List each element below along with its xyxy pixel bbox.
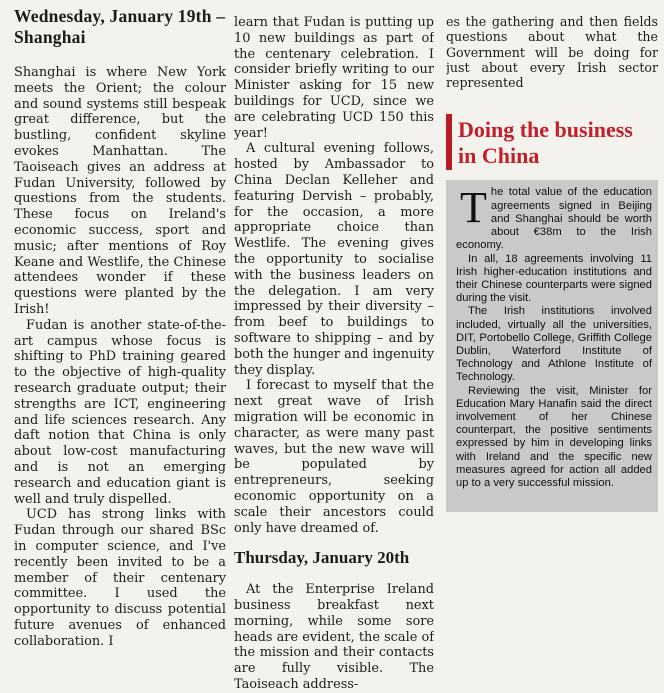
- sidebar-box-title: Doing the business in China: [458, 117, 633, 169]
- paragraph: UCD has strong links with Fudan through our shared BSc in computer science, and I've recently been invited to be a member of their centenary committee. I used the opportunity to discuss potential future avenues of enhanced collaboration. I: [14, 507, 226, 649]
- sidebar-paragraph: Reviewing the visit, Minister for Education Mary Hanafin said the direct involvement of her Chinese counterpart, the positive sentiments expressed by him in developing links with Ireland and the specific new measures agreed for action all added up to a very successful mission.: [456, 384, 652, 489]
- sidebar-box-header: [446, 114, 658, 170]
- paragraph: A cultural evening follows, hosted by Ambassador to China Declan Kelleher and featuring Dervish – probably, for the occasion, a more appropriate choice than Westlife. The evening gives the opportunity to socialise with the business leaders on the delegation. I am very impressed by their diversity – from beef to buildings to software to shipping – and by both the hunger and ingenuity they display.: [234, 141, 434, 378]
- paragraph: learn that Fudan is putting up 10 new buildings as part of the centenary celebration. I consider briefly writing to our Minister asking for 15 new buildings for UCD, since we are celebrating UCD 150 this year!: [234, 15, 434, 141]
- paragraph: I forecast to myself that the next great wave of Irish migration will be economic in character, as were many past waves, but the new wave will be populated by entrepreneurs, seeking economic opportunity on a scale their ancestors could only have dreamed of.: [234, 378, 434, 536]
- paragraph: es the gathering and then fields questions about what the Government will be doing for just about every Irish sector represented: [446, 14, 658, 91]
- sidebar-paragraph: The Irish institutions involved included, virtually all the universities, DIT, Portobello College, Griffith College Dublin, Waterford Institute of Technology and Athlone Institute of Technology.: [456, 305, 652, 384]
- paragraph: At the Enterprise Ireland business breakfast next morning, while some sore heads are evident, the scale of the mission and their contacts are fully visible. The Taoiseach address-: [234, 582, 434, 693]
- sidebar-paragraph: In all, 18 agreements involving 11 Irish higher-education institutions and their Chinese counterparts were signed during the visit.: [456, 252, 652, 305]
- paragraph: Shanghai is where New York meets the Orient; the colour and sound systems still bespeak great difference, but the bustling, confident skyline evokes Manhattan. The Taoiseach gives an address at Fudan University, followed by questions from the students. These focus on Ireland's economic success, sport and music; after mentions of Roy Keane and Westlife, the Chinese attendees wonder if these questions were planted by the Irish!: [14, 65, 226, 317]
- diary-date-header-wednesday: Wednesday, January 19th – Shanghai: [14, 6, 226, 47]
- sidebar-paragraph: The total value of the education agreements signed in Beijing and Shanghai should be worth about €38m to the Irish economy.: [456, 183, 652, 252]
- drop-cap: T: [460, 183, 487, 233]
- paragraph: Fudan is another state-of-the-art campus whose focus is shifting to PhD training geared to the objective of high-quality research graduate output; their strengths are ICT, engineering and life sciences research. Any daft notion that China is only about low-cost manufacturing and is not an emerging research and education giant is well and truly dispelled.: [14, 317, 226, 507]
- article-column-3: [446, 0, 658, 512]
- article-column-1: [14, 0, 226, 649]
- sidebar-box: [446, 180, 658, 512]
- article-column-2: [234, 0, 434, 693]
- diary-date-header-thursday: Thursday, January 20th: [234, 548, 410, 568]
